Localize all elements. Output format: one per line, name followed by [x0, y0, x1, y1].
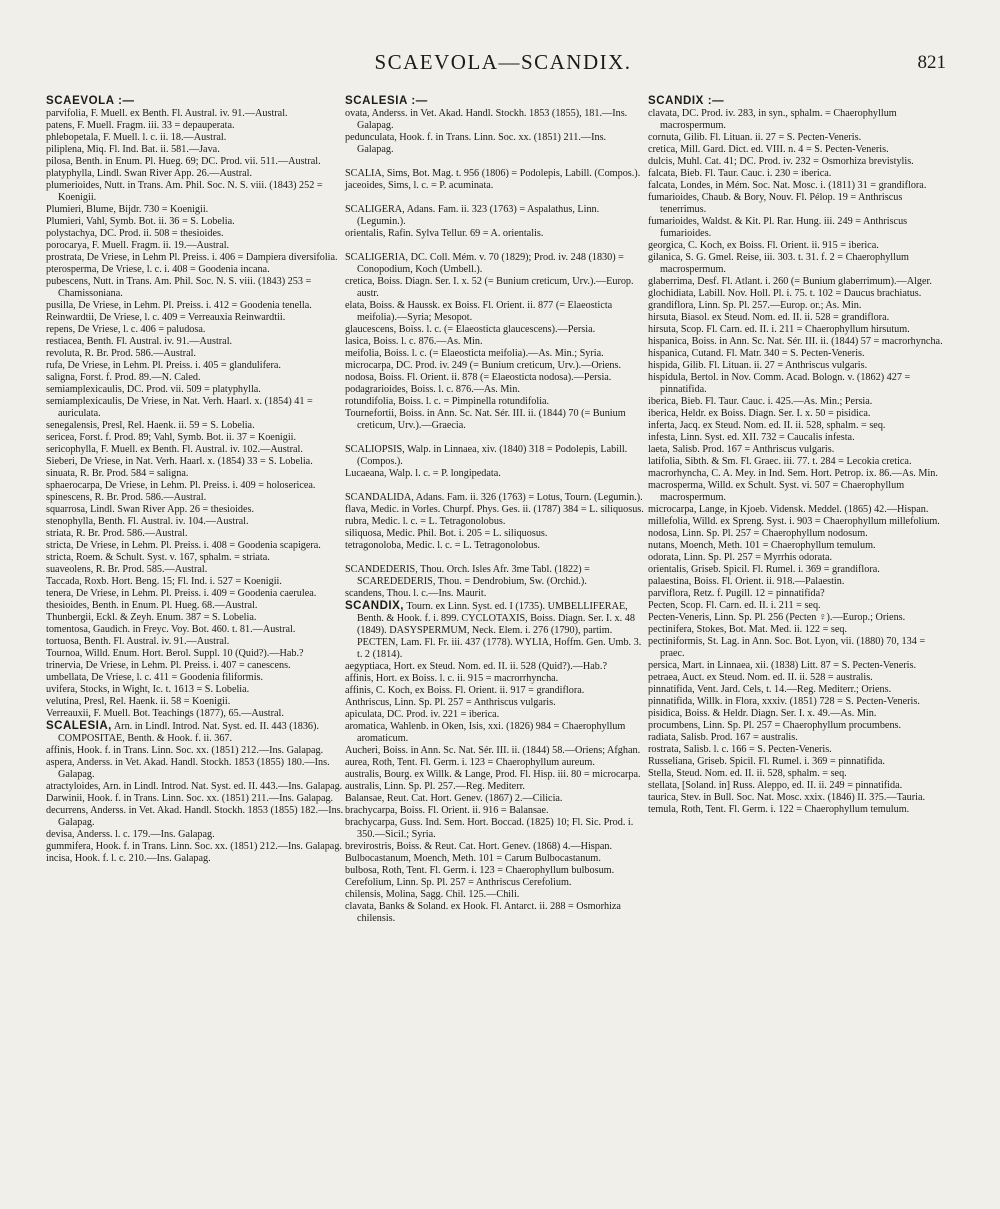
species-entry: atractyloides, Arn. in Lindl. Introd. Nat. Syst. ed. II. 443.—Ins. Galapag.	[46, 781, 343, 792]
species-entry: plumerioides, Nutt. in Trans. Am. Phil. Soc. N. S. viii. (1843) 252 = Koenigii.	[46, 180, 323, 203]
species-entry: Plumieri, Vahl, Symb. Bot. ii. 36 = S. Lobelia.	[46, 216, 235, 227]
species-entry: parvifolia, F. Muell. ex Benth. Fl. Austral. iv. 91.—Austral.	[46, 108, 288, 119]
species-entry: Anthriscus, Linn. Sp. Pl. 257 = Anthriscus vulgaris.	[345, 697, 556, 708]
species-entry: latifolia, Sibth. & Sm. Fl. Graec. iii. 77. t. 284 = Lecokia cretica.	[648, 456, 912, 467]
genus-entry	[46, 720, 346, 745]
species-entry: devisa, Anderss. l. c. 179.—Ins. Galapag.	[46, 829, 215, 840]
species-entry: hirsuta, Biasol. ex Steud. Nom. ed. II. ii. 528 = grandiflora.	[648, 312, 890, 323]
species-entry: Balansae, Reut. Cat. Hort. Genev. (1867) 2.—Cilicia.	[345, 793, 563, 804]
species-entry: iberica, Bieb. Fl. Taur. Cauc. i. 425.—As. Min.; Persia.	[648, 396, 873, 407]
species-entry: Lucaeana, Walp. l. c. = P. longipedata.	[345, 468, 501, 479]
species-entry: spinescens, R. Br. Prod. 586.—Austral.	[46, 492, 207, 503]
species-entry: tortuosa, Benth. Fl. Austral. iv. 91.—Austral.	[46, 636, 230, 647]
species-entry: piliplena, Miq. Fl. Ind. Bat. ii. 581.—Java.	[46, 144, 220, 155]
species-entry: pterosperma, De Vriese, l. c. i. 408 = Goodenia incana.	[46, 264, 270, 275]
species-entry: scandens, Thou. l. c.—Ins. Maurit.	[345, 588, 487, 599]
species-entry: microcarpa, DC. Prod. iv. 249 (= Bunium creticum, Urv.).—Oriens.	[345, 360, 622, 371]
species-entry: Pecten, Scop. Fl. Carn. ed. II. i. 211 = seq.	[648, 600, 821, 611]
species-entry: Aucheri, Boiss. in Ann. Sc. Nat. Sér. III. ii. (1844) 58.—Oriens; Afghan.	[345, 745, 641, 756]
species-entry: Verreauxii, F. Muell. Bot. Teachings (1877), 65.—Austral.	[46, 708, 284, 719]
species-entry: pedunculata, Hook. f. in Trans. Linn. Soc. xx. (1851) 211.—Ins. Galapag.	[345, 132, 607, 155]
species-entry: pectinifera, Stokes, Bot. Mat. Med. ii. 122 = seq.	[648, 624, 847, 635]
species-entry: tenera, De Vriese, in Lehm. Pl. Preiss. i. 409 = Goodenia caerulea.	[46, 588, 317, 599]
column-heading: SCALESIA :—	[345, 95, 428, 107]
species-entry: pinnatifida, Vent. Jard. Cels, t. 14.—Reg. Mediterr.; Oriens.	[648, 684, 892, 695]
species-entry: millefolia, Willd. ex Spreng. Syst. i. 903 = Chaerophyllum millefolium.	[648, 516, 940, 527]
column-1	[46, 95, 346, 865]
species-entry: velutina, Presl, Rel. Haenk. ii. 58 = Koenigii.	[46, 696, 231, 707]
species-entry: Plumieri, Blume, Bijdr. 730 = Koenigii.	[46, 204, 209, 215]
species-entry: squarrosa, Lindl. Swan River App. 26 = thesioides.	[46, 504, 255, 515]
species-entry: brevirostris, Boiss. & Reut. Cat. Hort. Genev. (1868) 4.—Hispan.	[345, 841, 613, 852]
species-entry: fumarioides, Waldst. & Kit. Pl. Rar. Hung. iii. 249 = Anthriscus fumarioides.	[648, 216, 908, 239]
species-entry: pilosa, Benth. in Enum. Pl. Hueg. 69; DC. Prod. vii. 511.—Austral.	[46, 156, 321, 167]
species-entry: trinervia, De Vriese, in Lehm. Pl. Preiss. i. 407 = canescens.	[46, 660, 291, 671]
species-entry: petraea, Auct. ex Steud. Nom. ed. II. ii. 528 = australis.	[648, 672, 873, 683]
species-entry: brachycarpa, Guss. Ind. Sem. Hort. Boccad. (1825) 10; Fl. Sic. Prod. i. 350.—Sicil.; Syria.	[345, 817, 634, 840]
species-entry: polystachya, DC. Prod. ii. 508 = thesioides.	[46, 228, 224, 239]
species-entry: palaestina, Boiss. Fl. Orient. ii. 918.—Palaestin.	[648, 576, 845, 587]
species-entry: meifolia, Boiss. l. c. (= Elaeosticta meifolia).—As. Min.; Syria.	[345, 348, 604, 359]
species-entry: revoluta, R. Br. Prod. 586.—Austral.	[46, 348, 196, 359]
species-entry: australis, Linn. Sp. Pl. 257.—Reg. Mediterr.	[345, 781, 525, 792]
species-entry: aspera, Anderss. in Vet. Akad. Handl. Stockh. 1853 (1855) 180.—Ins. Galapag.	[46, 757, 330, 780]
species-entry: pisidica, Boiss. & Heldr. Diagn. Ser. I. x. 49.—As. Min.	[648, 708, 877, 719]
genus-entry	[345, 600, 645, 661]
species-entry: striata, R. Br. Prod. 586.—Austral.	[46, 528, 188, 539]
species-entry: aurea, Roth, Tent. Fl. Germ. i. 123 = Chaerophyllum aureum.	[345, 757, 595, 768]
species-entry: falcata, Londes, in Mém. Soc. Nat. Mosc. i. (1811) 31 = grandiflora.	[648, 180, 927, 191]
species-entry: Tournefortii, Boiss. in Ann. Sc. Nat. Sér. III. ii. (1844) 70 (= Bunium creticum, Urv.).—Graecia.	[345, 408, 626, 431]
species-entry: georgica, C. Koch, ex Boiss. Fl. Orient. ii. 915 = iberica.	[648, 240, 879, 251]
species-entry: chilensis, Molina, Sagg. Chil. 125.—Chili.	[345, 889, 520, 900]
species-entry: rostrata, Salisb. l. c. 166 = S. Pecten-Veneris.	[648, 744, 832, 755]
species-entry: tomentosa, Gaudich. in Freyc. Voy. Bot. 460. t. 81.—Austral.	[46, 624, 296, 635]
species-entry: Tournoa, Willd. Enum. Hort. Berol. Suppl. 10 (Quid?).—Hab.?	[46, 648, 304, 659]
species-entry: Russeliana, Griseb. Spicil. Fl. Rumel. i. 369 = pinnatifida.	[648, 756, 885, 767]
species-entry: incisa, Hook. f. l. c. 210.—Ins. Galapag.	[46, 853, 211, 864]
species-entry: orientalis, Griseb. Spicil. Fl. Rumel. i. 369 = grandiflora.	[648, 564, 880, 575]
species-entry: stricta, Roem. & Schult. Syst. v. 167, sphalm. = striata.	[46, 552, 270, 563]
page-header	[48, 50, 958, 80]
species-entry: prostrata, De Vriese, in Lehm Pl. Preiss. i. 406 = Dampiera diversifolia.	[46, 252, 338, 263]
species-entry: australis, Bourg. ex Willk. & Lange, Prod. Fl. Hisp. iii. 80 = microcarpa.	[345, 769, 641, 780]
species-entry: platyphylla, Lindl. Swan River App. 26.—Austral.	[46, 168, 252, 179]
species-entry: sinuata, R. Br. Prod. 584 = saligna.	[46, 468, 189, 479]
species-entry: pusilla, De Vriese, in Lehm. Pl. Preiss. i. 412 = Goodenia tenella.	[46, 300, 312, 311]
species-entry: glochidiata, Labill. Nov. Holl. Pl. i. 75. t. 102 = Daucus brachiatus.	[648, 288, 922, 299]
species-entry: lasica, Boiss. l. c. 876.—As. Min.	[345, 336, 483, 347]
species-entry: macrosperma, Willd. ex Schult. Syst. vi. 507 = Chaerophyllum macrospermum.	[648, 480, 905, 503]
genus-citation: Arn. in Lindl. Introd. Nat. Syst. ed. II. 443 (1836). COMPOSITAE, Benth. & Hook. f. ii. 367.	[58, 721, 319, 744]
species-entry: siliquosa, Medic. Phil. Bot. i. 205 = L. siliquosus.	[345, 528, 548, 539]
species-entry: Bulbocastanum, Moench, Meth. 101 = Carum Bulbocastanum.	[345, 853, 601, 864]
species-entry: gummifera, Hook. f. in Trans. Linn. Soc. xx. (1851) 212.—Ins. Galapag.	[46, 841, 342, 852]
species-entry: persica, Mart. in Linnaea, xii. (1838) Litt. 87 = S. Pecten-Veneris.	[648, 660, 917, 671]
column-heading: SCANDIX :—	[648, 95, 725, 107]
species-entry: aegyptiaca, Hort. ex Steud. Nom. ed. II. ii. 528 (Quid?).—Hab.?	[345, 661, 607, 672]
species-entry: microcarpa, Lange, in Kjoeb. Vidensk. Meddel. (1865) 42.—Hispan.	[648, 504, 929, 515]
species-entry: clavata, Banks & Soland. ex Hook. Fl. Antarct. ii. 288 = Osmorhiza chilensis.	[345, 901, 621, 924]
column-2	[345, 95, 645, 925]
species-entry: glaucescens, Boiss. l. c. (= Elaeosticta glaucescens).—Persia.	[345, 324, 596, 335]
species-entry: semiamplexicaulis, DC. Prod. vii. 509 = platyphylla.	[46, 384, 261, 395]
species-entry: glaberrima, Desf. Fl. Atlant. i. 260 (= Bunium glaberrimum).—Alger.	[648, 276, 932, 287]
species-entry: radiata, Salisb. Prod. 167 = australis.	[648, 732, 798, 743]
species-entry: restiacea, Benth. Fl. Austral. iv. 91.—Austral.	[46, 336, 233, 347]
species-entry: SCANDEDERIS, Thou. Orch. Isles Afr. 3me Tabl. (1822) = SCAREDEDERIS, Thou. = Dendrobium, Sw. (Orchid.).	[345, 564, 590, 587]
species-entry: hispidula, Bertol. in Nov. Comm. Acad. Bologn. v. (1862) 427 = pinnatifida.	[648, 372, 911, 395]
species-entry: Cerefolium, Linn. Sp. Pl. 257 = Anthriscus Cerefolium.	[345, 877, 572, 888]
species-entry: laeta, Salisb. Prod. 167 = Anthriscus vulgaris.	[648, 444, 835, 455]
species-entry: parviflora, Retz. f. Pugill. 12 = pinnatifida?	[648, 588, 825, 599]
species-entry: fumarioides, Chaub. & Bory, Nouv. Fl. Pélop. 19 = Anthriscus tenerrimus.	[648, 192, 903, 215]
species-entry: senegalensis, Presl, Rel. Haenk. ii. 59 = S. Lobelia.	[46, 420, 255, 431]
genus-name: SCANDIX,	[345, 600, 404, 612]
species-entry: decurrens, Anderss. in Vet. Akad. Handl. Stockh. 1853 (1855) 182.—Ins. Galapag.	[46, 805, 344, 828]
species-entry: thesioides, Benth. in Enum. Pl. Hueg. 68.—Austral.	[46, 600, 258, 611]
species-entry: nutans, Moench, Meth. 101 = Chaerophyllum temulum.	[648, 540, 876, 551]
species-entry: temula, Roth, Tent. Fl. Germ. i. 122 = Chaerophyllum temulum.	[648, 804, 910, 815]
species-entry: affinis, Hort. ex Boiss. l. c. ii. 915 = macrorrhyncha.	[345, 673, 559, 684]
species-entry: sericea, Forst. f. Prod. 89; Vahl, Symb. Bot. ii. 37 = Koenigii.	[46, 432, 297, 443]
species-entry: rubra, Medic. l. c. = L. Tetragonolobus.	[345, 516, 506, 527]
species-entry: aromatica, Wahlenb. in Oken, Isis, xxi. (1826) 984 = Chaerophyllum aromaticum.	[345, 721, 626, 744]
species-entry: rotundifolia, Boiss. l. c. = Pimpinella rotundifolia.	[345, 396, 550, 407]
species-entry: dulcis, Muhl. Cat. 41; DC. Prod. iv. 232 = Osmorhiza brevistylis.	[648, 156, 914, 167]
species-entry: sericophylla, F. Muell. ex Benth. Fl. Austral. iv. 102.—Austral.	[46, 444, 303, 455]
species-entry: elata, Boiss. & Haussk. ex Boiss. Fl. Orient. ii. 877 (= Elaeosticta meifolia).—Syria; Mesopot.	[345, 300, 613, 323]
species-entry: stenophylla, Benth. Fl. Austral. iv. 104.—Austral.	[46, 516, 249, 527]
species-entry: nodosa, Boiss. Fl. Orient. ii. 878 (= Elaeosticta nodosa).—Persia.	[345, 372, 612, 383]
species-entry: tetragonoloba, Medic. l. c. = L. Tetragonolobus.	[345, 540, 540, 551]
species-entry: orientalis, Rafin. Sylva Tellur. 69 = A. orientalis.	[345, 228, 544, 239]
species-entry: SCANDALIDA, Adans. Fam. ii. 326 (1763) = Lotus, Tourn. (Legumin.).	[345, 492, 643, 503]
species-entry: umbellata, De Vriese, l. c. 411 = Goodenia filiformis.	[46, 672, 264, 683]
species-entry: Pecten-Veneris, Linn. Sp. Pl. 256 (Pecten ♀).—Europ.; Oriens.	[648, 612, 906, 623]
species-entry: flava, Medic. in Vorles. Churpf. Phys. Ges. ii. (1787) 384 = L. siliquosus.	[345, 504, 644, 515]
species-entry: Stella, Steud. Nom. ed. II. ii. 528, sphalm. = seq.	[648, 768, 847, 779]
species-entry: pectiniformis, St. Lag. in Ann. Soc. Bot. Lyon, vii. (1880) 70, 134 = praec.	[648, 636, 926, 659]
species-entry: cornuta, Gilib. Fl. Lituan. ii. 27 = S. Pecten-Veneris.	[648, 132, 862, 143]
species-entry: brachycarpa, Boiss. Fl. Orient. ii. 916 = Balansae.	[345, 805, 549, 816]
species-entry: suaveolens, R. Br. Prod. 585.—Austral.	[46, 564, 208, 575]
species-entry: hispanica, Cutand. Fl. Matr. 340 = S. Pecten-Veneris.	[648, 348, 865, 359]
species-entry: semiamplexicaulis, De Vriese, in Nat. Verh. Haarl. x. (1854) 41 = auriculata.	[46, 396, 313, 419]
species-entry: hispida, Gilib. Fl. Lituan. ii. 27 = Anthriscus vulgaris.	[648, 360, 868, 371]
species-entry: apiculata, DC. Prod. iv. 221 = iberica.	[345, 709, 500, 720]
column-3	[648, 95, 948, 816]
genus-citation: Tourn. ex Linn. Syst. ed. I (1735). UMBELLIFERAE, Benth. & Hook. f. i. 899. CYCLOTAXIS, Boiss. Diagn. Ser. I. x. 48 (1849). DASYSPERMUM, Neck. Elem. i. 276 (1790), partim. PECTEN, Lam. Fl. Fr. iii. 437 (1778). WYLIA, Hoffm. Gen. Umb. 3. t. 2 (1814).	[357, 601, 642, 660]
species-entry: hispanica, Boiss. in Ann. Sc. Nat. Sér. III. ii. (1844) 57 = macrorhyncha.	[648, 336, 943, 347]
species-entry: Sieberi, De Vriese, in Nat. Verh. Haarl. x. (1854) 33 = S. Lobelia.	[46, 456, 313, 467]
species-entry: pubescens, Nutt. in Trans. Am. Phil. Soc. N. S. viii. (1843) 253 = Chamissoniana.	[46, 276, 312, 299]
species-entry: uvifera, Stocks, in Wight, Ic. t. 1613 = S. Lobelia.	[46, 684, 250, 695]
species-entry: porocarya, F. Muell. Fragm. ii. 19.—Austral.	[46, 240, 230, 251]
species-entry: Taccada, Roxb. Hort. Beng. 15; Fl. Ind. i. 527 = Koenigii.	[46, 576, 282, 587]
genus-name: SCALESIA,	[46, 720, 112, 732]
species-entry: saligna, Forst. f. Prod. 89.—N. Caled.	[46, 372, 201, 383]
species-entry: cretica, Boiss. Diagn. Ser. I. x. 52 (= Bunium creticum, Urv.).—Europ. austr.	[345, 276, 634, 299]
species-entry: sphaerocarpa, De Vriese, in Lehm. Pl. Preiss. i. 409 = holosericea.	[46, 480, 316, 491]
species-entry: bulbosa, Roth, Tent. Fl. Germ. i. 123 = Chaerophyllum bulbosum.	[345, 865, 615, 876]
species-entry: gilanica, S. G. Gmel. Reise, iii. 303. t. 31. f. 2 = Chaerophyllum macrospermum.	[648, 252, 909, 275]
species-entry: pinnatifida, Willk. in Flora, xxxiv. (1851) 728 = S. Pecten-Veneris.	[648, 696, 920, 707]
species-entry: cretica, Mill. Gard. Dict. ed. VIII. n. 4 = S. Pecten-Veneris.	[648, 144, 889, 155]
species-entry: stricta, De Vriese, in Lehm. Pl. Preiss. i. 408 = Goodenia scapigera.	[46, 540, 321, 551]
species-entry: podagrarioides, Boiss. l. c. 876.—As. Min.	[345, 384, 520, 395]
species-entry: grandiflora, Linn. Sp. Pl. 257.—Europ. or.; As. Min.	[648, 300, 862, 311]
species-entry: nodosa, Linn. Sp. Pl. 257 = Chaerophyllum nodosum.	[648, 528, 868, 539]
species-entry: affinis, C. Koch, ex Boiss. Fl. Orient. ii. 917 = grandiflora.	[345, 685, 585, 696]
species-entry: rufa, De Vriese, in Lehm. Pl. Preiss. i. 405 = glandulifera.	[46, 360, 281, 371]
species-entry: patens, F. Muell. Fragm. iii. 33 = depauperata.	[46, 120, 235, 131]
species-entry: falcata, Bieb. Fl. Taur. Cauc. i. 230 = iberica.	[648, 168, 832, 179]
species-entry: procumbens, Linn. Sp. Pl. 257 = Chaerophyllum procumbens.	[648, 720, 902, 731]
species-entry: SCALIA, Sims, Bot. Mag. t. 956 (1806) = Podolepis, Labill. (Compos.).	[345, 168, 641, 179]
species-entry: Reinwardtii, De Vriese, l. c. 409 = Verreauxia Reinwardtii.	[46, 312, 286, 323]
species-entry: macrorhyncha, C. A. Mey. in Ind. Sem. Hort. Petrop. ix. 86.—As. Min.	[648, 468, 938, 479]
running-title: SCAEVOLA—SCANDIX.	[374, 50, 632, 74]
species-entry: odorata, Linn. Sp. Pl. 257 = Myrrhis odorata.	[648, 552, 833, 563]
species-entry: infesta, Linn. Syst. ed. XII. 732 = Caucalis infesta.	[648, 432, 855, 443]
page-number: 821	[917, 52, 946, 73]
species-entry: SCALIGERA, Adans. Fam. ii. 323 (1763) = Aspalathus, Linn. (Legumin.).	[345, 204, 600, 227]
species-entry: iberica, Heldr. ex Boiss. Diagn. Ser. I. x. 50 = pisidica.	[648, 408, 871, 419]
species-entry: phlebopetala, F. Muell. l. c. ii. 18.—Austral.	[46, 132, 227, 143]
species-entry: hirsuta, Scop. Fl. Carn. ed. II. i. 211 = Chaerophyllum hirsutum.	[648, 324, 910, 335]
species-entry: inferta, Jacq. ex Steud. Nom. ed. II. ii. 528, sphalm. = seq.	[648, 420, 886, 431]
species-entry: stellata, [Soland. in] Russ. Aleppo, ed. II. ii. 249 = pinnatifida.	[648, 780, 903, 791]
species-entry: SCALIOPSIS, Walp. in Linnaea, xiv. (1840) 318 = Podolepis, Labill. (Compos.).	[345, 444, 628, 467]
species-entry: taurica, Stev. in Bull. Soc. Nat. Mosc. xxix. (1846) II. 3?5.—Tauria.	[648, 792, 926, 803]
species-entry: repens, De Vriese, l. c. 406 = paludosa.	[46, 324, 206, 335]
species-entry: Darwinii, Hook. f. in Trans. Linn. Soc. xx. (1851) 211.—Ins. Galapag.	[46, 793, 334, 804]
species-entry: ovata, Anderss. in Vet. Akad. Handl. Stockh. 1853 (1855), 181.—Ins. Galapag.	[345, 108, 628, 131]
species-entry: jaceoides, Sims, l. c. = P. acuminata.	[345, 180, 494, 191]
species-entry: Thunbergii, Eckl. & Zeyh. Enum. 387 = S. Lobelia.	[46, 612, 257, 623]
species-entry: SCALIGERIA, DC. Coll. Mém. v. 70 (1829); Prod. iv. 248 (1830) = Conopodium, Koch (Umbell.).	[345, 252, 624, 275]
species-entry: affinis, Hook. f. in Trans. Linn. Soc. xx. (1851) 212.—Ins. Galapag.	[46, 745, 324, 756]
column-heading: SCAEVOLA :—	[46, 95, 135, 107]
species-entry: clavata, DC. Prod. iv. 283, in syn., sphalm. = Chaerophyllum macrospermum.	[648, 108, 897, 131]
